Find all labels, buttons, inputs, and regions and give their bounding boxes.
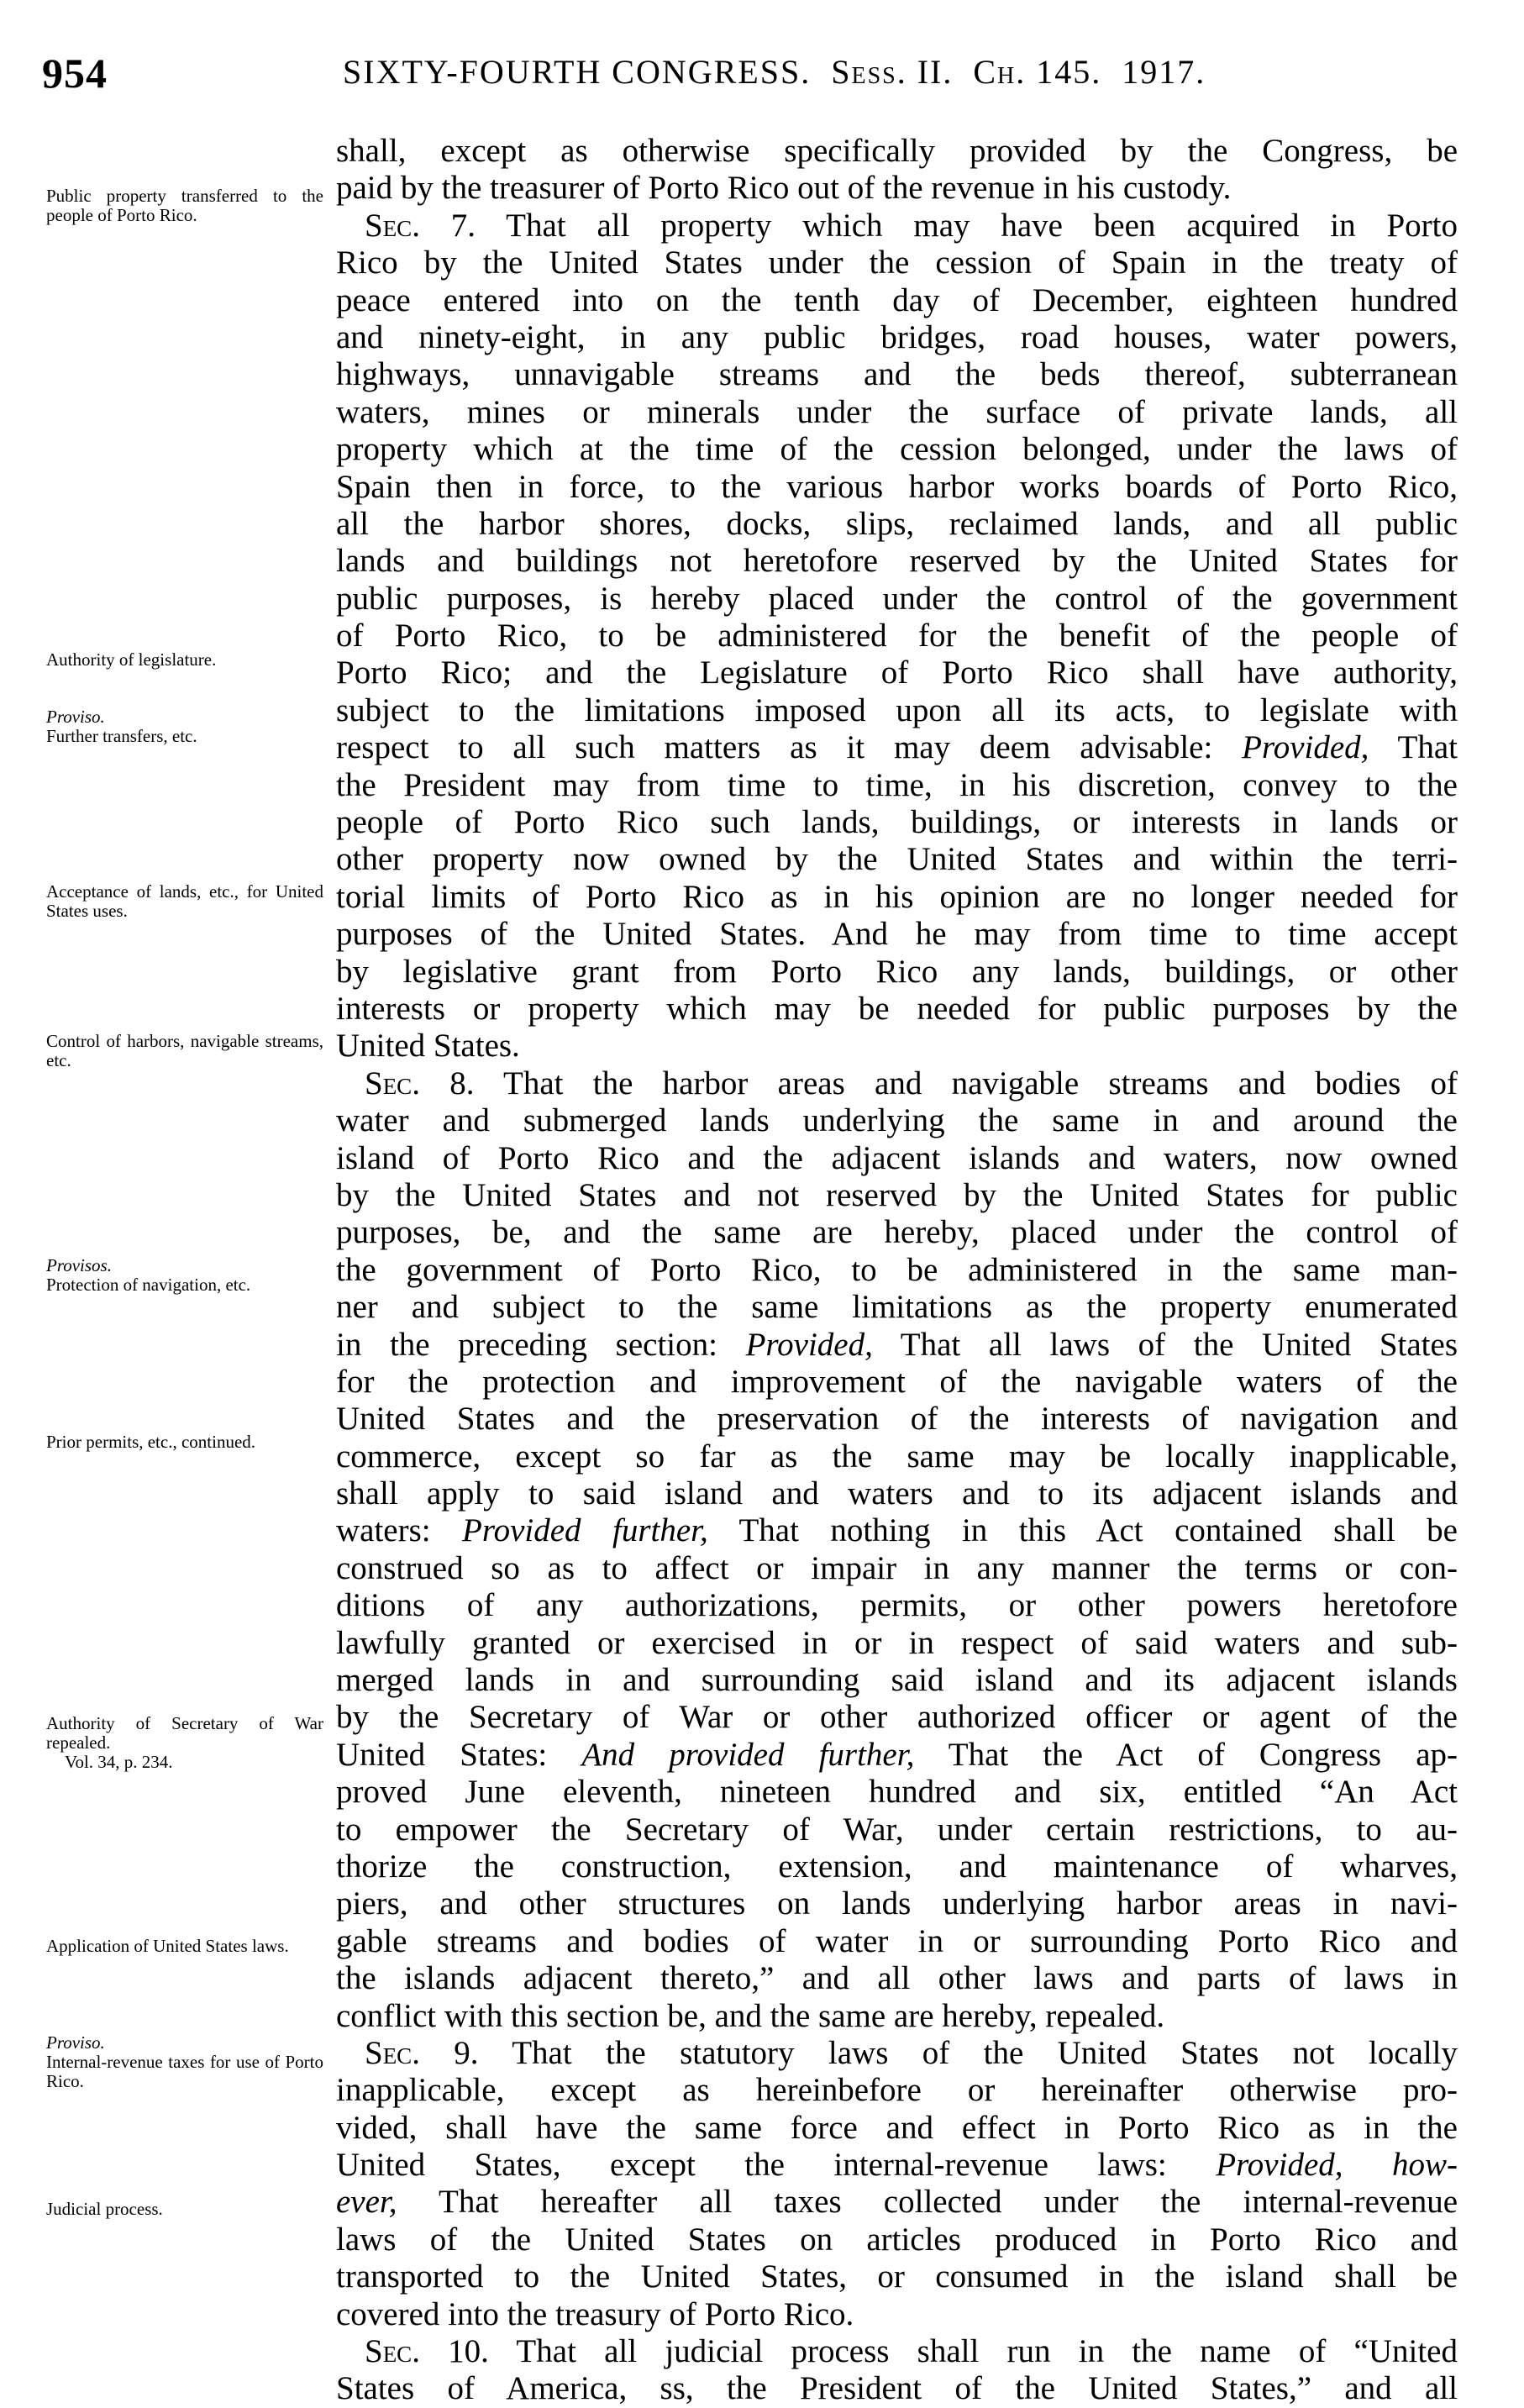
text-run: all the harbor shores, docks, slips, reclaimed lands, and all public [336, 505, 1458, 542]
margin-note-text: Further transfers, etc. [46, 726, 197, 746]
text-run: respect to all such matters as it may deem advisable: [336, 729, 1243, 766]
text-line [336, 804, 1458, 841]
running-head-congress: SIXTY-FOURTH CONGRESS. [343, 53, 812, 91]
text-line [336, 2035, 1458, 2072]
text-run: Porto Rico; and the Legislature of Porto Rico shall have authority, [336, 655, 1458, 691]
italic-term: And provided further, [581, 1736, 915, 1773]
text-line [336, 1960, 1458, 1997]
text-line [336, 319, 1458, 356]
margin-note-text: Prior permits, etc., continued. [46, 1432, 256, 1452]
italic-term: ever, [336, 2184, 397, 2221]
margin-note-text: Authority of legislature. [46, 649, 217, 670]
text-run: peace entered into on the tenth day of December, eighteen hundred [336, 281, 1458, 318]
text-run: United States, except the internal-revenue laws: [336, 2147, 1217, 2184]
text-run: for the protection and improvement of the navigable waters of the [336, 1363, 1458, 1400]
text-line [336, 841, 1458, 878]
text-run: transported to the United States, or consumed in the island shall be [336, 2258, 1458, 2295]
text-run: the government of Porto Rico, to be administered in the same man- [336, 1251, 1458, 1288]
margin-note-text: Judicial process. [46, 2199, 163, 2219]
text-line [336, 1214, 1458, 1251]
text-line [336, 394, 1458, 431]
text-line [336, 1699, 1458, 1736]
text-line [336, 2296, 1458, 2333]
text-run: That nothing in this Act contained shall be [707, 1512, 1458, 1549]
text-line [336, 1923, 1458, 1960]
page-number: 954 [42, 50, 108, 97]
text-run: That all property which may have been acquired in Porto [476, 207, 1458, 244]
text-line [336, 2110, 1458, 2147]
text-line [336, 170, 1458, 207]
margin-note-text: Control of harbors, navigable streams, etc. [46, 1031, 323, 1070]
text-line [336, 356, 1458, 393]
running-head-chapter: Ch. 145. [973, 53, 1102, 91]
text-line [336, 954, 1458, 991]
section-number: Sec. 9. [365, 2034, 479, 2071]
text-run: Spain then in force, to the various harbor works boards of Porto Rico, [336, 468, 1458, 505]
text-run: thorize the construction, extension, and maintenance of wharves, [336, 1848, 1458, 1885]
section-number: Sec. 10. [365, 2333, 489, 2370]
text-run: other property now owned by the United States and within the terri- [336, 841, 1458, 878]
text-line [336, 431, 1458, 468]
italic-term: Provided further, [462, 1512, 708, 1549]
text-line [336, 2147, 1458, 2184]
text-run: vided, shall have the same force and effect in Porto Rico as in the [336, 2109, 1458, 2146]
text-run: United States and the preservation of the interests of navigation and [336, 1401, 1458, 1438]
text-run: That the Act of Congress ap- [914, 1736, 1458, 1773]
text-line [336, 1550, 1458, 1587]
text-run: subject to the limitations imposed upon all its acts, to legislate with [336, 691, 1458, 728]
text-run: inapplicable, except as hereinbefore or hereinafter otherwise pro- [336, 2072, 1458, 2109]
text-run: gable streams and bodies of water in or surrounding Porto Rico and [336, 1922, 1458, 1959]
margin-note-text: Application of United States laws. [46, 1936, 289, 1956]
margin-note-proviso: Proviso. [46, 707, 105, 727]
text-line [336, 618, 1458, 655]
text-line [336, 2072, 1458, 2109]
margin-note-text: Protection of navigation, etc. [46, 1275, 251, 1295]
text-run: property which at the time of the cession belonged, under the laws of [336, 431, 1458, 468]
text-line [336, 729, 1458, 766]
text-line [336, 1662, 1458, 1699]
text-run: That [1369, 729, 1458, 766]
text-run: to empower the Secretary of War, under certain restrictions, to au- [336, 1811, 1458, 1848]
text-line [336, 543, 1458, 580]
text-line [336, 2370, 1458, 2407]
margin-note-text: Public property transferred to the people of Porto Rico. [46, 186, 323, 225]
text-run: by the United States and not reserved by the United States for public [336, 1176, 1458, 1213]
margin-note-protection-navigation [46, 1256, 323, 1295]
section-number: Sec. 8. [365, 1065, 475, 1101]
text-run: torial limits of Porto Rico as in his opinion are no longer needed for [336, 878, 1458, 915]
margin-note-text: Internal-revenue taxes for use of Porto Rico. [46, 2052, 323, 2091]
italic-term: Provided, [745, 1326, 873, 1363]
text-line [336, 133, 1458, 170]
text-line [336, 581, 1458, 618]
text-run: lawfully granted or exercised in or in respect of said waters and sub- [336, 1624, 1458, 1661]
text-line [336, 1102, 1458, 1139]
text-run: people of Porto Rico such lands, buildings, or interests in lands or [336, 804, 1458, 841]
text-line [336, 1512, 1458, 1549]
text-line [336, 1177, 1458, 1214]
text-line [336, 767, 1458, 804]
text-run: Rico by the United States under the cession of Spain in the treaty of [336, 244, 1458, 281]
text-line [336, 1065, 1458, 1102]
text-run: water and submerged lands underlying the same in and around the [336, 1102, 1458, 1139]
text-line [336, 692, 1458, 729]
text-line [336, 1848, 1458, 1885]
text-line [336, 1289, 1458, 1326]
statute-body-text [336, 133, 1458, 2408]
text-line [336, 1737, 1458, 1774]
text-run: in the preceding section: [336, 1326, 746, 1363]
text-line [336, 208, 1458, 244]
margin-note-proviso: Provisos. [46, 1255, 112, 1275]
text-line [336, 1327, 1458, 1364]
text-run: That the statutory laws of the United States not locally [478, 2034, 1458, 2071]
text-run: United States: [336, 1736, 582, 1773]
text-line [336, 1587, 1458, 1624]
text-run: island of Porto Rico and the adjacent islands and waters, now owned [336, 1139, 1458, 1176]
text-run: ditions of any authorizations, permits, or other powers heretofore [336, 1587, 1458, 1624]
text-run: construed so as to affect or impair in any manner the terms or con- [336, 1549, 1458, 1586]
text-line [336, 1140, 1458, 1177]
text-run: piers, and other structures on lands underlying harbor areas in navi- [336, 1885, 1458, 1922]
section-number: Sec. 7. [365, 207, 476, 244]
text-line [336, 879, 1458, 916]
text-run: waters, mines or minerals under the surface of private lands, all [336, 393, 1458, 430]
margin-note-application-laws [46, 1937, 323, 1956]
margin-note-control-harbors [46, 1032, 323, 1070]
text-run: highways, unnavigable streams and the beds thereof, subterranean [336, 356, 1458, 393]
margin-note-judicial-process [46, 2200, 323, 2219]
text-run: ner and subject to the same limitations as the property enumerated [336, 1289, 1458, 1326]
text-run: That all laws of the United States [872, 1326, 1458, 1363]
text-run: by the Secretary of War or other authorized officer or agent of the [336, 1699, 1458, 1736]
text-run: covered into the treasury of Porto Rico. [336, 2295, 854, 2332]
text-line [336, 1028, 1458, 1065]
text-run: the islands adjacent thereto,” and all other laws and parts of laws in [336, 1960, 1458, 1997]
text-line [336, 282, 1458, 319]
running-head-year: 1917. [1122, 53, 1206, 91]
text-run: shall apply to said island and waters and to its adjacent islands and [336, 1475, 1458, 1512]
italic-term: Provided, how- [1216, 2147, 1458, 2184]
margin-note-further-transfers [46, 707, 323, 746]
margin-note-reference: Vol. 34, p. 234. [65, 1752, 173, 1772]
text-run: That the harbor areas and navigable streams and bodies of [474, 1065, 1458, 1101]
text-line [336, 1811, 1458, 1848]
text-line [336, 2333, 1458, 2370]
text-line [336, 1774, 1458, 1811]
text-run: and ninety-eight, in any public bridges, road houses, water powers, [336, 318, 1458, 355]
text-run: purposes of the United States. And he may from time to time accept [336, 916, 1458, 953]
text-run: United States. [336, 1028, 520, 1065]
margin-note-public-property [46, 187, 323, 225]
text-line [336, 1885, 1458, 1922]
text-line [336, 1475, 1458, 1512]
text-run: shall, except as otherwise specifically provided by the Congress, be [336, 133, 1458, 169]
text-run: of Porto Rico, to be administered for the benefit of the people of [336, 618, 1458, 655]
running-head-session: Sess. II. [831, 53, 954, 91]
running-head [343, 52, 1206, 92]
text-line [336, 916, 1458, 953]
text-line [336, 655, 1458, 691]
text-line [336, 1998, 1458, 2035]
margin-note-prior-permits [46, 1433, 323, 1452]
text-line [336, 506, 1458, 543]
text-line [336, 1401, 1458, 1438]
margin-note-acceptance-lands [46, 882, 323, 921]
text-run: waters: [336, 1512, 463, 1549]
text-line [336, 1364, 1458, 1401]
text-run: merged lands in and surrounding said island and its adjacent islands [336, 1662, 1458, 1699]
margin-note-text: Authority of Secretary of War repealed. [46, 1713, 323, 1753]
text-run: by legislative grant from Porto Rico any lands, buildings, or other [336, 953, 1458, 990]
text-line [336, 1252, 1458, 1289]
text-line [336, 469, 1458, 506]
text-run: That hereafter all taxes collected under the internal-revenue [397, 2184, 1458, 2221]
text-run: interests or property which may be needed for public purposes by the [336, 990, 1458, 1027]
margin-note-text: Acceptance of lands, etc., for United States uses. [46, 881, 323, 921]
text-run: laws of the United States on articles produced in Porto Rico and [336, 2221, 1458, 2258]
text-run: paid by the treasurer of Porto Rico out of the revenue in his custody. [336, 170, 1232, 207]
text-run: lands and buildings not heretofore reserved by the United States for [336, 543, 1458, 580]
text-run: purposes, be, and the same are hereby, placed under the control of [336, 1214, 1458, 1251]
text-line [336, 2258, 1458, 2295]
text-run: States of America, ss, the President of the United States,” and all [336, 2370, 1458, 2407]
text-run: conflict with this section be, and the same are hereby, repealed. [336, 1997, 1165, 2034]
text-line [336, 1625, 1458, 1662]
text-run: commerce, except so far as the same may be locally inapplicable, [336, 1438, 1458, 1475]
text-line [336, 244, 1458, 281]
margin-note-internal-revenue [46, 2033, 323, 2091]
text-run: That all judicial process shall run in the name of “United [488, 2333, 1458, 2370]
text-run: public purposes, is hereby placed under the control of the government [336, 580, 1458, 617]
text-line [336, 2221, 1458, 2258]
italic-term: Provided, [1242, 729, 1369, 766]
margin-note-authority-secretary [46, 1714, 323, 1772]
text-run: the President may from time to time, in his discretion, convey to the [336, 766, 1458, 803]
text-line [336, 991, 1458, 1028]
margin-note-proviso: Proviso. [46, 2032, 105, 2053]
text-line [336, 1438, 1458, 1475]
text-run: proved June eleventh, nineteen hundred and six, entitled “An Act [336, 1774, 1458, 1811]
text-line [336, 2184, 1458, 2221]
margin-note-authority-legislature [46, 650, 323, 670]
